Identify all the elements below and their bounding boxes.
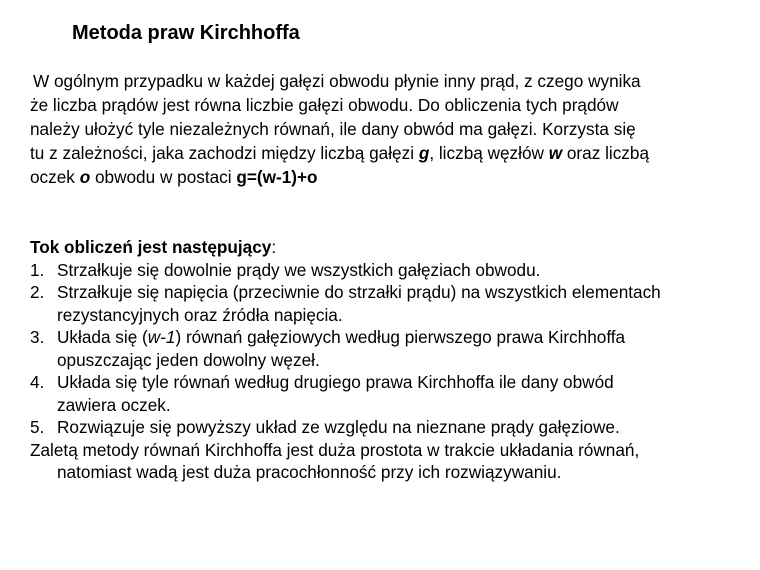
- list-item-text-cont: opuszczając jeden dowolny węzeł.: [57, 349, 320, 370]
- summary-line-1: Zaletą metody równań Kirchhoffa jest duża prostota w trakcie układania równań,: [30, 439, 640, 460]
- list-item: [30, 326, 750, 371]
- list-item-text-cont: rezystancyjnych oraz źródła napięcia.: [57, 304, 343, 325]
- formula: g=(w-1)+o: [236, 167, 318, 187]
- intro-line-5-text-a: oczek: [30, 167, 80, 187]
- symbol-w-minus-1: w-1: [147, 327, 176, 347]
- intro-line-2: że liczba prądów jest równa liczbie gałęzi obwodu. Do obliczenia tych prądów: [30, 95, 619, 115]
- list-item-text: Strzałkuje się napięcia (przeciwnie do strzałki prądu) na wszystkich elementach: [57, 282, 661, 302]
- list-item: [30, 281, 750, 326]
- list-item-text-cont: zawiera oczek.: [57, 394, 171, 415]
- symbol-o: o: [79, 167, 91, 187]
- intro-line-5: [30, 165, 742, 189]
- list-item-text: Rozwiązuje się powyższy układ ze względu na nieznane prądy gałęziowe.: [57, 417, 620, 437]
- steps-heading-text: Tok obliczeń jest następujący: [30, 237, 272, 257]
- intro-line-4-text-b: , liczbą węzłów: [429, 143, 549, 163]
- summary-paragraph: [30, 439, 750, 484]
- steps-section: [30, 236, 750, 484]
- intro-paragraph: [30, 69, 742, 189]
- intro-line-1: W ogólnym przypadku w każdej gałęzi obwodu płynie inny prąd, z czego wynika: [33, 71, 641, 91]
- list-item-text-a: Układa się (: [57, 327, 148, 347]
- list-item-text: Strzałkuje się dowolnie prądy we wszystkich gałęziach obwodu.: [57, 259, 541, 280]
- list-item-text-b: ) równań gałęziowych według pierwszego prawa Kirchhoffa: [175, 327, 626, 347]
- symbol-w: w: [548, 143, 563, 163]
- intro-line-4-text-c: oraz liczbą: [562, 143, 650, 163]
- list-item-text: Układa się tyle równań według drugiego prawa Kirchhoffa ile dany obwód: [57, 372, 614, 392]
- page-title: Metoda praw Kirchhoffa: [72, 22, 300, 44]
- steps-heading-colon: :: [271, 237, 277, 257]
- list-item: [30, 371, 750, 416]
- list-item-number: 5.: [30, 417, 45, 437]
- symbol-g: g: [418, 143, 430, 163]
- list-item: [30, 416, 750, 439]
- list-item: [30, 259, 750, 282]
- summary-line-2: natomiast wadą jest duża pracochłonność przy ich rozwiązywaniu.: [57, 462, 562, 482]
- list-item-number: 4.: [30, 372, 45, 392]
- list-item-number: 1.: [30, 259, 45, 280]
- steps-list: [30, 259, 750, 439]
- list-item-number: 3.: [30, 327, 45, 347]
- intro-line-4: [30, 141, 742, 165]
- intro-line-5-text-b: obwodu w postaci: [90, 167, 237, 187]
- list-item-text: [57, 326, 750, 349]
- list-item-number: 2.: [30, 282, 45, 302]
- intro-line-4-text-a: tu z zależności, jaka zachodzi między liczbą gałęzi: [30, 143, 419, 163]
- intro-line-3: należy ułożyć tyle niezależnych równań, ile dany obwód ma gałęzi. Korzysta się: [30, 119, 636, 139]
- steps-heading: [30, 236, 750, 259]
